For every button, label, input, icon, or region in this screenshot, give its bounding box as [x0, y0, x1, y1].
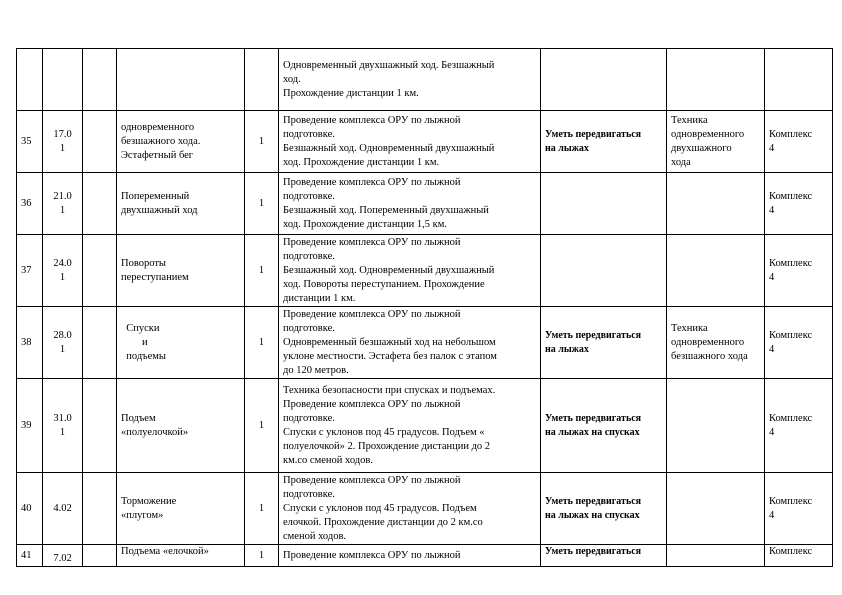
technique-element-line: одновременного	[671, 336, 745, 348]
lesson-content-line: Проведение комплекса ОРУ по лыжной	[283, 474, 461, 486]
lesson-content-line: Безшажный ход. Попеременный двухшажный	[283, 204, 489, 216]
lesson-topic	[117, 473, 245, 545]
lesson-number: 41	[17, 545, 43, 567]
skill-requirement-line: Уметь передвигаться	[545, 495, 642, 507]
control-type-line: Комплекс	[769, 329, 813, 341]
empty-cell	[83, 545, 117, 567]
control-type-line: Комплекс	[769, 257, 813, 269]
lesson-date-line: 1	[59, 142, 66, 154]
empty-cell	[83, 235, 117, 307]
lesson-content-line: подготовке.	[283, 488, 335, 500]
control-type-line: 4	[769, 142, 775, 154]
lesson-date-line: 17.0	[53, 128, 72, 140]
lesson-topic-line: двухшажный ход	[121, 204, 198, 216]
skill-requirement-line: на лыжах на спусках	[545, 509, 640, 521]
lesson-topic-line: Торможение	[121, 495, 177, 507]
skill-requirement	[541, 235, 667, 307]
skill-requirement-line: Уметь передвигаться	[545, 546, 642, 557]
control-type-line: Комплекс	[769, 190, 813, 202]
lesson-content-line: полуелочкой» 2. Прохождение дистанции до 2	[283, 440, 491, 452]
lesson-topic-line: и	[121, 336, 148, 348]
lesson-topic-line: Эстафетный бег	[121, 149, 194, 161]
lesson-topic	[117, 307, 245, 379]
empty-cell	[83, 49, 117, 111]
lesson-topic-line: Повороты	[121, 257, 166, 269]
lesson-date	[43, 49, 83, 111]
lesson-topic-line: «плугом»	[121, 509, 164, 521]
technique-element-line: хода	[671, 156, 691, 168]
lesson-content-line: Одновременный безшажный ход на небольшом	[283, 336, 496, 348]
lesson-content-line: уклоне местности. Эстафета без палок с этапом	[283, 350, 497, 362]
lesson-content-line: Проведение комплекса ОРУ по лыжной	[283, 114, 461, 126]
technique-element	[667, 49, 765, 111]
technique-element	[667, 307, 765, 379]
control-type-line: 4	[769, 426, 775, 438]
lesson-number	[17, 49, 43, 111]
lesson-content-line: ход.	[283, 73, 301, 85]
technique-element-line: одновременного	[671, 128, 745, 140]
lesson-content	[279, 111, 541, 173]
control-type	[765, 545, 833, 567]
technique-element	[667, 173, 765, 235]
control-type	[765, 235, 833, 307]
table-row	[17, 173, 833, 235]
lesson-date-line: 31.0	[53, 412, 72, 424]
lesson-content-line: км.со сменой ходов.	[283, 454, 373, 466]
lesson-content-line: подготовке.	[283, 128, 335, 140]
lesson-hours: 1	[245, 307, 279, 379]
control-type-line: 4	[769, 204, 775, 216]
skill-requirement-line: на лыжах на спусках	[545, 426, 640, 438]
lesson-number: 36	[17, 173, 43, 235]
technique-element	[667, 235, 765, 307]
empty-cell	[83, 173, 117, 235]
skill-requirement-line: на лыжах	[545, 343, 589, 355]
lesson-topic-line: одновременного	[121, 121, 195, 133]
control-type	[765, 307, 833, 379]
lesson-hours: 1	[245, 473, 279, 545]
table-row	[17, 49, 833, 111]
lesson-date-line: 21.0	[53, 190, 72, 202]
lesson-content-line: сменой ходов.	[283, 530, 347, 542]
lesson-number: 37	[17, 235, 43, 307]
lesson-plan-table	[16, 48, 833, 567]
skill-requirement-line: Уметь передвигаться	[545, 128, 642, 140]
lesson-content-line: Прохождение дистанции 1 км.	[283, 87, 419, 99]
lesson-date-line: 1	[59, 271, 66, 283]
table-row	[17, 379, 833, 473]
lesson-hours: 1	[245, 235, 279, 307]
lesson-content-line: Одновременный двухшажный ход. Безшажный	[283, 59, 495, 71]
lesson-topic	[117, 379, 245, 473]
lesson-content	[279, 473, 541, 545]
technique-element	[667, 111, 765, 173]
skill-requirement	[541, 111, 667, 173]
lesson-content-line: подготовке.	[283, 322, 335, 334]
lesson-number: 39	[17, 379, 43, 473]
lesson-content	[279, 545, 541, 567]
lesson-content-line: Проведение комплекса ОРУ по лыжной	[283, 398, 461, 410]
table-row	[17, 473, 833, 545]
lesson-topic	[117, 49, 245, 111]
technique-element-line: Техника	[671, 114, 708, 126]
lesson-content	[279, 49, 541, 111]
lesson-date	[43, 545, 83, 567]
skill-requirement	[541, 307, 667, 379]
control-type	[765, 473, 833, 545]
lesson-content-line: подготовке.	[283, 412, 335, 424]
lesson-topic-line: Спуски	[121, 322, 160, 334]
lesson-content-line: Проведение комплекса ОРУ по лыжной	[283, 176, 461, 188]
lesson-date	[43, 473, 83, 545]
lesson-topic-line: Подъем	[121, 412, 156, 424]
lesson-content	[279, 173, 541, 235]
lesson-date	[43, 379, 83, 473]
skill-requirement	[541, 49, 667, 111]
technique-element-line: безшажного хода	[671, 350, 748, 362]
lesson-topic-line: Подъема «елочкой»	[121, 546, 209, 557]
lesson-content-line: Безшажный ход. Одновременный двухшажный	[283, 142, 495, 154]
skill-requirement	[541, 545, 667, 567]
lesson-content-line: Проведение комплекса ОРУ по лыжной	[283, 308, 461, 320]
lesson-content-line: подготовке.	[283, 190, 335, 202]
empty-cell	[83, 111, 117, 173]
control-type-line: 4	[769, 343, 775, 355]
lesson-content-line: Техника безопасности при спусках и подъемах.	[283, 384, 496, 396]
lesson-content-line: ход. Прохождение дистанции 1 км.	[283, 156, 440, 168]
technique-element	[667, 379, 765, 473]
lesson-topic-line: Попеременный	[121, 190, 190, 202]
table-row	[17, 111, 833, 173]
empty-cell	[83, 379, 117, 473]
lesson-number: 38	[17, 307, 43, 379]
control-type-line: Комплекс	[769, 412, 813, 424]
lesson-content	[279, 307, 541, 379]
lesson-date-line: 1	[59, 204, 66, 216]
skill-requirement	[541, 173, 667, 235]
control-type	[765, 173, 833, 235]
lesson-content-line: до 120 метров.	[283, 364, 349, 376]
lesson-date-line: 24.0	[53, 257, 72, 269]
lesson-content-line: Спуски с уклонов под 45 градусов. Подъем	[283, 502, 477, 514]
lesson-hours: 1	[245, 379, 279, 473]
lesson-topic-line: безшажного хода.	[121, 135, 201, 147]
skill-requirement-line: на лыжах	[545, 142, 589, 154]
control-type-line: 4	[769, 271, 775, 283]
control-type	[765, 379, 833, 473]
technique-element	[667, 473, 765, 545]
lesson-content-line: Проведение комплекса ОРУ по лыжной	[283, 236, 461, 248]
lesson-date-line: 7.02	[53, 553, 72, 564]
table-row	[17, 307, 833, 379]
table-body	[17, 49, 833, 567]
lesson-date	[43, 173, 83, 235]
lesson-topic-line: переступанием	[121, 271, 189, 283]
skill-requirement	[541, 379, 667, 473]
skill-requirement-line: Уметь передвигаться	[545, 412, 642, 424]
lesson-date	[43, 307, 83, 379]
lesson-content-line: Проведение комплекса ОРУ по лыжной	[283, 549, 461, 561]
technique-element	[667, 545, 765, 567]
empty-cell	[83, 473, 117, 545]
skill-requirement	[541, 473, 667, 545]
lesson-content-line: Спуски с уклонов под 45 градусов. Подъем «	[283, 426, 485, 438]
table-row	[17, 235, 833, 307]
lesson-hours	[245, 49, 279, 111]
control-type-line: Комплекс	[769, 546, 813, 557]
control-type-line: 4	[769, 509, 775, 521]
lesson-content-line: Безшажный ход. Одновременный двухшажный	[283, 264, 495, 276]
lesson-number: 35	[17, 111, 43, 173]
lesson-hours: 1	[245, 545, 279, 567]
lesson-topic	[117, 111, 245, 173]
lesson-content-line: ход. Повороты переступанием. Прохождение	[283, 278, 485, 290]
control-type	[765, 111, 833, 173]
lesson-date-line: 1	[59, 426, 66, 438]
control-type-line: Комплекс	[769, 495, 813, 507]
lesson-topic-line: «полуелочкой»	[121, 426, 189, 438]
lesson-content-line: елочкой. Прохождение дистанции до 2 км.со	[283, 516, 483, 528]
lesson-content-line: подготовке.	[283, 250, 335, 262]
table-row	[17, 545, 833, 567]
lesson-number: 40	[17, 473, 43, 545]
lesson-topic-line: подъемы	[121, 350, 166, 362]
lesson-hours: 1	[245, 111, 279, 173]
lesson-date	[43, 235, 83, 307]
lesson-topic	[117, 173, 245, 235]
lesson-content-line: дистанции 1 км.	[283, 292, 356, 304]
skill-requirement-line: Уметь передвигаться	[545, 329, 642, 341]
lesson-date	[43, 111, 83, 173]
lesson-content	[279, 235, 541, 307]
lesson-topic	[117, 235, 245, 307]
lesson-hours: 1	[245, 173, 279, 235]
control-type-line: Комплекс	[769, 128, 813, 140]
technique-element-line: двухшажного	[671, 142, 732, 154]
empty-cell	[83, 307, 117, 379]
lesson-date-line: 1	[59, 343, 66, 355]
lesson-topic	[117, 545, 245, 567]
control-type	[765, 49, 833, 111]
technique-element-line: Техника	[671, 322, 708, 334]
lesson-content-line: ход. Прохождение дистанции 1,5 км.	[283, 218, 448, 230]
lesson-date-line: 28.0	[53, 329, 72, 341]
lesson-date-line: 4.02	[53, 502, 72, 514]
lesson-content	[279, 379, 541, 473]
